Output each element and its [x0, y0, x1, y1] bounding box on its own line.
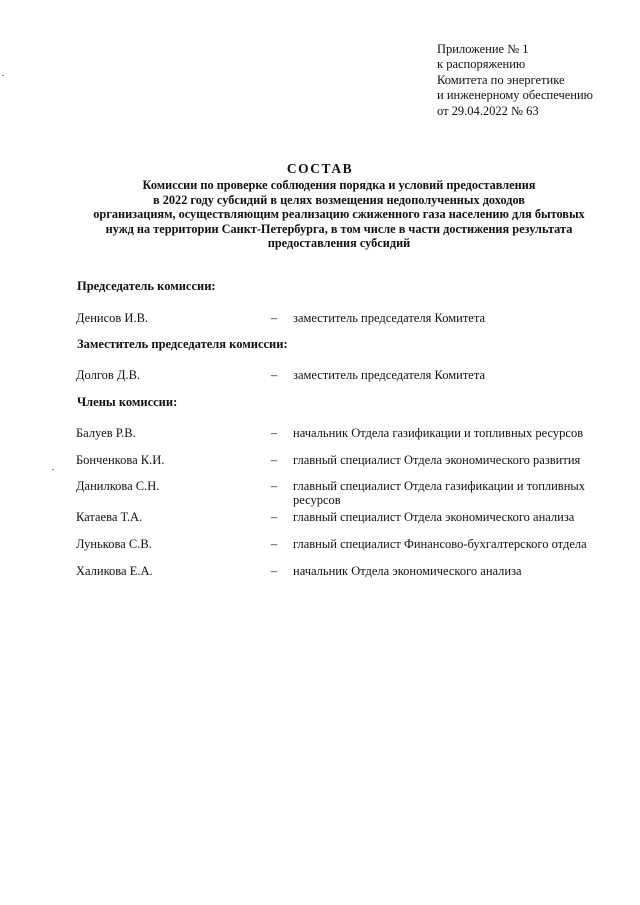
member-name: Денисов И.В. [76, 311, 149, 325]
separator-dash: – [270, 311, 278, 325]
appendix-line: к распоряжению [437, 57, 526, 72]
separator-dash: – [270, 510, 278, 524]
member-position: заместитель председателя Комитета [293, 368, 486, 382]
separator-dash: – [270, 537, 278, 551]
section-heading-members: Члены комиссии: [77, 395, 178, 409]
separator-dash: – [270, 479, 278, 493]
member-name: Данилкова С.Н. [76, 479, 160, 493]
appendix-line: Комитета по энергетике [437, 72, 565, 87]
member-name: Балуев Р.В. [76, 426, 136, 440]
subtitle-line: нужд на территории Санкт-Петербурга, в том числе в части достижения результата [105, 221, 573, 236]
member-name: Катаева Т.А. [76, 510, 143, 524]
appendix-line: от 29.04.2022 № 63 [437, 103, 539, 118]
appendix-line: Приложение № 1 [437, 42, 529, 56]
section-heading-chairman: Председатель комиссии: [77, 279, 216, 293]
member-name: Бонченкова К.И. [76, 453, 165, 467]
separator-dash: – [270, 564, 278, 578]
separator-dash: – [270, 453, 278, 467]
separator-dash: – [270, 368, 278, 382]
subtitle-line: организациям, осуществляющим реализацию сжиженного газа населению для бытовых [93, 207, 585, 222]
member-position: главный специалист Отдела экономического развития [293, 453, 581, 467]
document-title: СОСТАВ [286, 161, 354, 176]
member-name: Долгов Д.В. [76, 368, 141, 382]
member-name: Халикова Е.А. [76, 564, 153, 578]
separator-dash: – [270, 426, 278, 440]
member-position: главный специалист Отдела газификации и топливных ресурсов [293, 479, 586, 507]
member-position: главный специалист Отдела экономического анализа [293, 510, 575, 524]
scan-mark [52, 469, 54, 470]
member-position: главный специалист Финансово-бухгалтерского отдела [293, 537, 587, 551]
section-heading-deputy: Заместитель председателя комиссии: [77, 337, 288, 351]
member-name: Лунькова С.В. [76, 537, 152, 551]
subtitle-line: предоставления субсидий [267, 236, 411, 251]
subtitle-line: Комиссии по проверке соблюдения порядка и условий предоставления [142, 178, 536, 192]
scan-mark [2, 75, 4, 76]
member-position: начальник Отдела экономического анализа [293, 564, 522, 578]
member-position: начальник Отдела газификации и топливных ресурсов [293, 426, 584, 440]
appendix-line: и инженерному обеспечению [437, 88, 594, 103]
document-subtitle [66, 178, 612, 251]
appendix-block [437, 42, 632, 119]
subtitle-line: в 2022 году субсидий в целях возмещения недополученных доходов [153, 192, 525, 207]
member-position: заместитель председателя Комитета [293, 311, 486, 325]
